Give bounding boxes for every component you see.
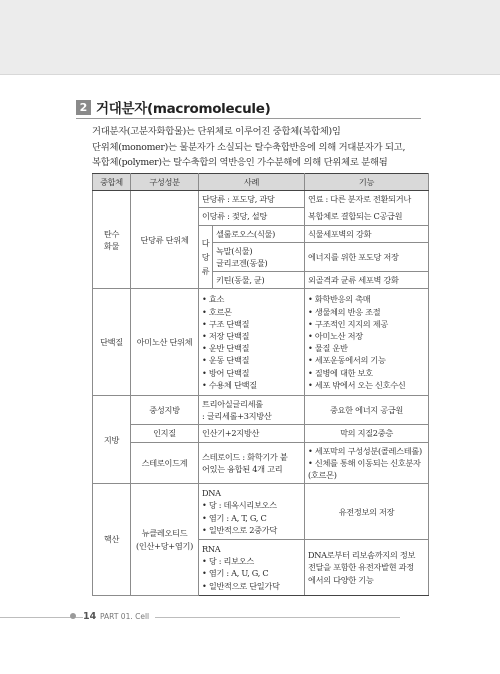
list-item: • 세포막의 구성성분(콜레스테롤) [308, 445, 425, 457]
table-row [93, 425, 429, 442]
table-row [93, 396, 429, 425]
rna-function: DNA로부터 리보솜까지의 정보 전달을 포함한 유전자발현 과정 에서의 다양한 기능 [305, 540, 429, 596]
function-cell: 에너지를 위한 포도당 저장 [305, 242, 429, 271]
steroid-function-list [308, 445, 425, 469]
dna-function: 유전정보의 저장 [305, 484, 429, 540]
list-item: • 방어 단백질 [202, 367, 301, 379]
dna-label: DNA [202, 488, 221, 499]
list-item: • 염기 : A, T, G, C [202, 512, 301, 524]
top-rule [0, 74, 500, 75]
table-row [93, 442, 429, 484]
list-item: • 일반적으로 단일가닥 [202, 580, 301, 592]
list-item: • 운동 단백질 [202, 354, 301, 366]
header-polymer: 중합체 [93, 174, 131, 191]
polysaccharide-label [199, 225, 213, 289]
list-item: • 신체를 통해 이동되는 신호분자 [308, 457, 425, 469]
header-function: 기능 [305, 174, 429, 191]
rna-list [202, 555, 301, 592]
protein-functions [305, 289, 429, 396]
section-underline [76, 118, 421, 119]
example-cell: 트리아실글리세롤 : 글리세롤+3지방산 [199, 396, 305, 425]
list-item: • 물질 운반 [308, 342, 425, 354]
list-item: • 세포 밖에서 오는 신호수신 [308, 379, 425, 391]
list-item: • 세포운동에서의 기능 [308, 354, 425, 366]
list-item: • 수용체 단백질 [202, 379, 301, 391]
intro-line: 단위체(monomer)는 물분자가 소실되는 탈수축합반응에 의해 거대분자가 되고, [92, 141, 406, 153]
polymer-protein: 단백질 [93, 289, 131, 396]
macromolecule-table [92, 173, 429, 596]
list-item: • 구조 단백질 [202, 318, 301, 330]
list-item: • 아미노산 저장 [308, 330, 425, 342]
example-cell: 스테로이드 : 화학기가 붙 어있는 융합된 4개 고리 [199, 442, 305, 484]
table-row [93, 289, 429, 396]
list-item: • 효소 [202, 293, 301, 305]
list-item: • 저장 단백질 [202, 330, 301, 342]
function-tail: (호르몬) [308, 470, 337, 481]
list-item: • 운반 단백질 [202, 342, 301, 354]
intro-line: 거대분자(고분자화합물)는 단위체로 이루어진 중합체(복합체)임 [92, 126, 341, 137]
list-item: • 일반적으로 2중가닥 [202, 524, 301, 536]
header-example: 사례 [199, 174, 305, 191]
polymer-carbohydrate [93, 191, 131, 289]
component-carbohydrate: 단당류 단위체 [131, 191, 199, 289]
example-cell: 키틴(동물, 균) [213, 272, 305, 289]
section-heading [76, 98, 270, 116]
dna-list [202, 499, 301, 536]
component-cell: 중성지방 [131, 396, 199, 425]
table-row [93, 191, 429, 208]
component-nucleic: 뉴클레오티드 (인산+당+염기) [131, 484, 199, 596]
protein-examples [199, 289, 305, 396]
section-number-badge: 2 [76, 100, 91, 115]
example-cell: 셀룰로오스(식물) [213, 225, 305, 242]
intro-paragraph [92, 124, 432, 171]
dna-examples [199, 484, 305, 540]
page-number: 14 [83, 611, 100, 622]
function-cell: 외골격과 균류 세포벽 강화 [305, 272, 429, 289]
component-cell: 스테로이드계 [131, 442, 199, 484]
rna-label: RNA [202, 544, 221, 555]
list-item: • 질병에 대한 보호 [308, 367, 425, 379]
header-component: 구성성분 [131, 174, 199, 191]
list-item: • 염기 : A, U, G, C [202, 567, 301, 579]
list-item: • 당 : 리보오스 [202, 555, 301, 567]
rna-examples [199, 540, 305, 596]
list-item: • 화학반응의 촉매 [308, 293, 425, 305]
protein-function-list [308, 293, 425, 391]
footer-dot [70, 613, 76, 619]
component-protein: 아미노산 단위체 [131, 289, 199, 396]
polymer-label: 탄수 화물 [103, 228, 120, 251]
polymer-nucleic: 핵산 [93, 484, 131, 596]
example-cell: 이당류 : 젖당, 설탕 [199, 208, 305, 225]
top-band [0, 0, 500, 74]
example-cell: 단당류 : 포도당, 과당 [199, 191, 305, 208]
function-cell: 복합체로 결합되는 C공급원 [305, 208, 429, 225]
list-item: • 당 : 데옥시리보오스 [202, 499, 301, 511]
function-cell: 막의 지질2중층 [305, 425, 429, 442]
function-cell: 연료 : 다른 분자로 전환되거나 [305, 191, 429, 208]
footer-part-label: PART 01. Cell [100, 612, 155, 621]
intro-line: 복합체(polymer)는 탈수축합의 역반응인 가수분해에 의해 단위체로 분해됨 [92, 157, 388, 168]
list-item: • 생물체의 반응 조절 [308, 306, 425, 318]
example-cell: 녹말(식물) 글리코겐(동물) [213, 242, 305, 271]
polysaccharide-text: 다 당 류 [201, 238, 210, 277]
function-cell: 중요한 에너지 공급원 [305, 396, 429, 425]
function-cell [305, 442, 429, 484]
function-cell: 식물세포벽의 강화 [305, 225, 429, 242]
component-cell: 인지질 [131, 425, 199, 442]
list-item: • 구조적인 지지의 제공 [308, 318, 425, 330]
table-row [93, 484, 429, 540]
table-header-row [93, 174, 429, 191]
example-cell: 인산기+2지방산 [199, 425, 305, 442]
footer-rule [0, 617, 400, 618]
section-title: 거대분자(macromolecule) [96, 101, 271, 117]
list-item: • 호르몬 [202, 306, 301, 318]
protein-example-list [202, 293, 301, 391]
polymer-lipid: 지방 [93, 396, 131, 484]
